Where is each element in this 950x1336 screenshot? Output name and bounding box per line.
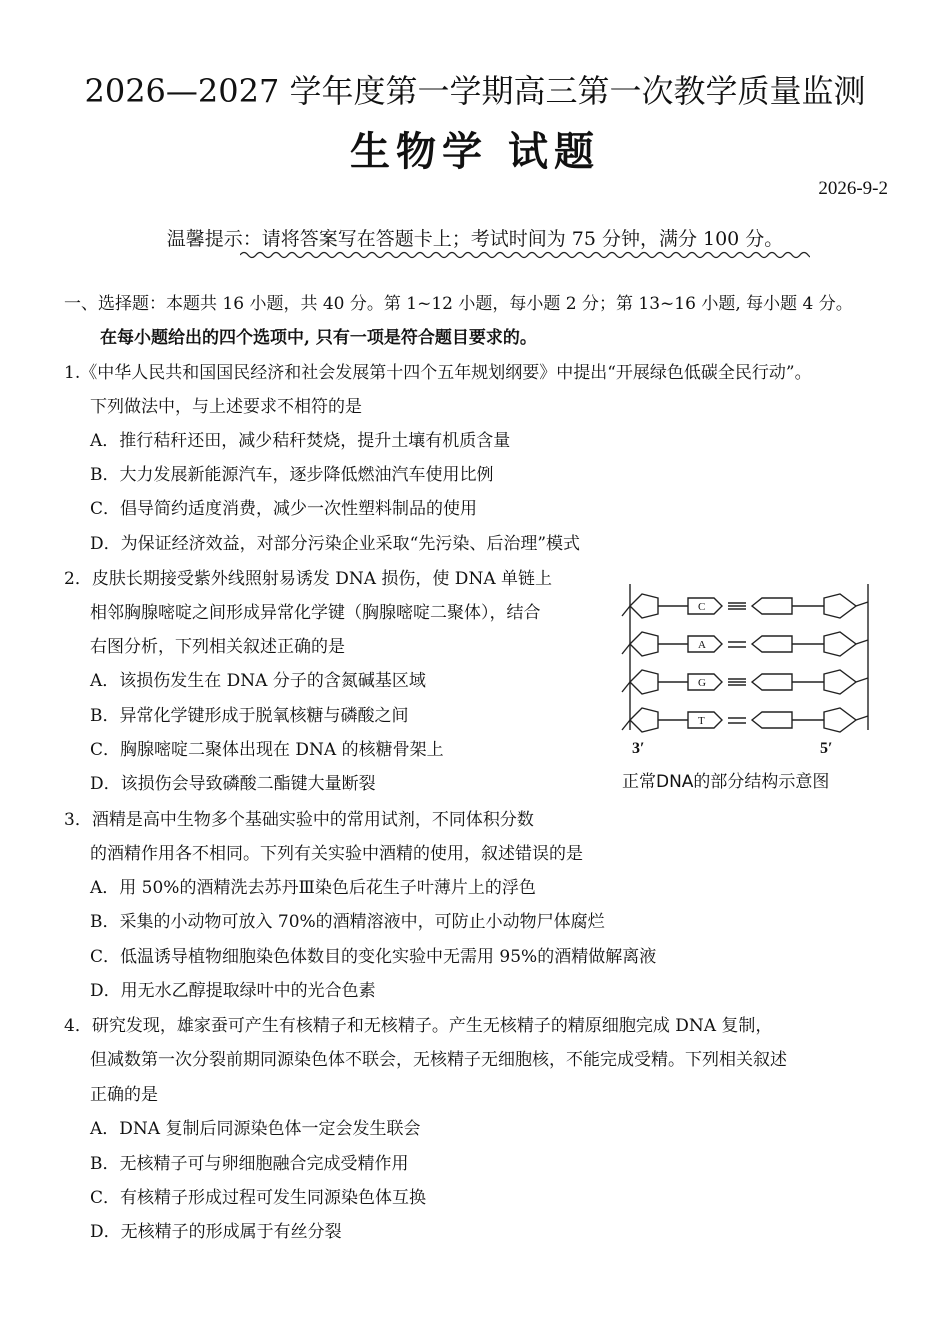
strand-end-3prime: 3′ (632, 740, 645, 757)
question-2-option-a: A．该损伤发生在 DNA 分子的含氮碱基区域 (90, 671, 426, 691)
section-instruction: 在每小题给出的四个选项中, 只有一项是符合题目要求的。 (100, 328, 537, 348)
wavy-underline (240, 250, 810, 260)
question-2-stem-cont-2: 右图分析，下列相关叙述正确的是 (90, 637, 345, 657)
question-1-option-d: D．为保证经济效益，对部分污染企业采取“先污染、后治理”模式 (90, 534, 581, 554)
subject-title: 生物学 试题 (350, 128, 600, 175)
base-label: C (698, 601, 706, 613)
strand-end-5prime: 5′ (820, 740, 833, 757)
question-3-option-c: C．低温诱导植物细胞染色体数目的变化实验中无需用 95%的酒精做解离液 (90, 947, 657, 967)
question-1-option-c: C．倡导简约适度消费，减少一次性塑料制品的使用 (90, 499, 478, 519)
base-label: G (698, 677, 706, 689)
question-4-option-b: B．无核精子可与卵细胞融合完成受精作用 (90, 1154, 409, 1174)
figure-caption: 正常DNA的部分结构示意图 (622, 772, 830, 792)
question-4-option-a: A．DNA 复制后同源染色体一定会发生联会 (90, 1119, 421, 1139)
question-2-stem: 2．皮肤长期接受紫外线照射易诱发 DNA 损伤，使 DNA 单链上 (64, 569, 552, 589)
question-4-option-c: C．有核精子形成过程可发生同源染色体互换 (90, 1188, 427, 1208)
question-4-stem: 4．研究发现，雄家蚕可产生有核精子和无核精子。产生无核精子的精原细胞完成 DNA 复制， (64, 1016, 773, 1036)
question-1-stem-cont: 下列做法中，与上述要求不相符的是 (90, 397, 362, 417)
question-2-option-b: B．异常化学键形成于脱氧核糖与磷酸之间 (90, 706, 409, 726)
question-2-option-d: D．该损伤会导致磷酸二酯键大量断裂 (90, 774, 376, 794)
question-3-option-d: D．用无水乙醇提取绿叶中的光合色素 (90, 981, 376, 1001)
question-3-stem: 3．酒精是高中生物多个基础实验中的常用试剂，不同体积分数 (64, 810, 534, 830)
question-2-option-c: C．胸腺嘧啶二聚体出现在 DNA 的核糖骨架上 (90, 740, 444, 760)
question-3-stem-cont: 的酒精作用各不相同。下列有关实验中酒精的使用，叙述错误的是 (90, 844, 583, 864)
question-4-option-d: D．无核精子的形成属于有丝分裂 (90, 1222, 342, 1242)
question-4-stem-cont-1: 但减数第一次分裂前期同源染色体不联会，无核精子无细胞核，不能完成受精。下列相关叙述 (90, 1050, 787, 1070)
dna-structure-figure (612, 570, 882, 796)
question-1-option-b: B．大力发展新能源汽车，逐步降低燃油汽车使用比例 (90, 465, 494, 485)
question-4-stem-cont-2: 正确的是 (90, 1085, 158, 1105)
exam-date: 2026-9-2 (818, 178, 888, 199)
base-label: A (698, 639, 706, 651)
reminder-tip: 温馨提示：请将答案写在答题卡上；考试时间为 75 分钟，满分 100 分。 (166, 228, 784, 250)
question-1-stem: 1.《中华人民共和国国民经济和社会发展第十四个五年规划纲要》中提出“开展绿色低碳全民行动”。 (64, 363, 812, 383)
question-3-option-b: B．采集的小动物可放入 70%的酒精溶液中，可防止小动物尸体腐烂 (90, 912, 605, 932)
section-heading: 一、选择题：本题共 16 小题，共 40 分。第 1~12 小题，每小题 2 分；第 13~16 小题, 每小题 4 分。 (64, 294, 853, 314)
exam-title: 2026—2027 学年度第一学期高三第一次教学质量监测 (84, 72, 866, 110)
base-label: T (698, 715, 705, 727)
question-2-stem-cont-1: 相邻胸腺嘧啶之间形成异常化学键（胸腺嘧啶二聚体），结合 (90, 603, 541, 623)
question-3-option-a: A．用 50%的酒精洗去苏丹Ⅲ染色后花生子叶薄片上的浮色 (90, 878, 536, 898)
question-1-option-a: A．推行秸秆还田，减少秸秆焚烧，提升土壤有机质含量 (90, 431, 511, 451)
